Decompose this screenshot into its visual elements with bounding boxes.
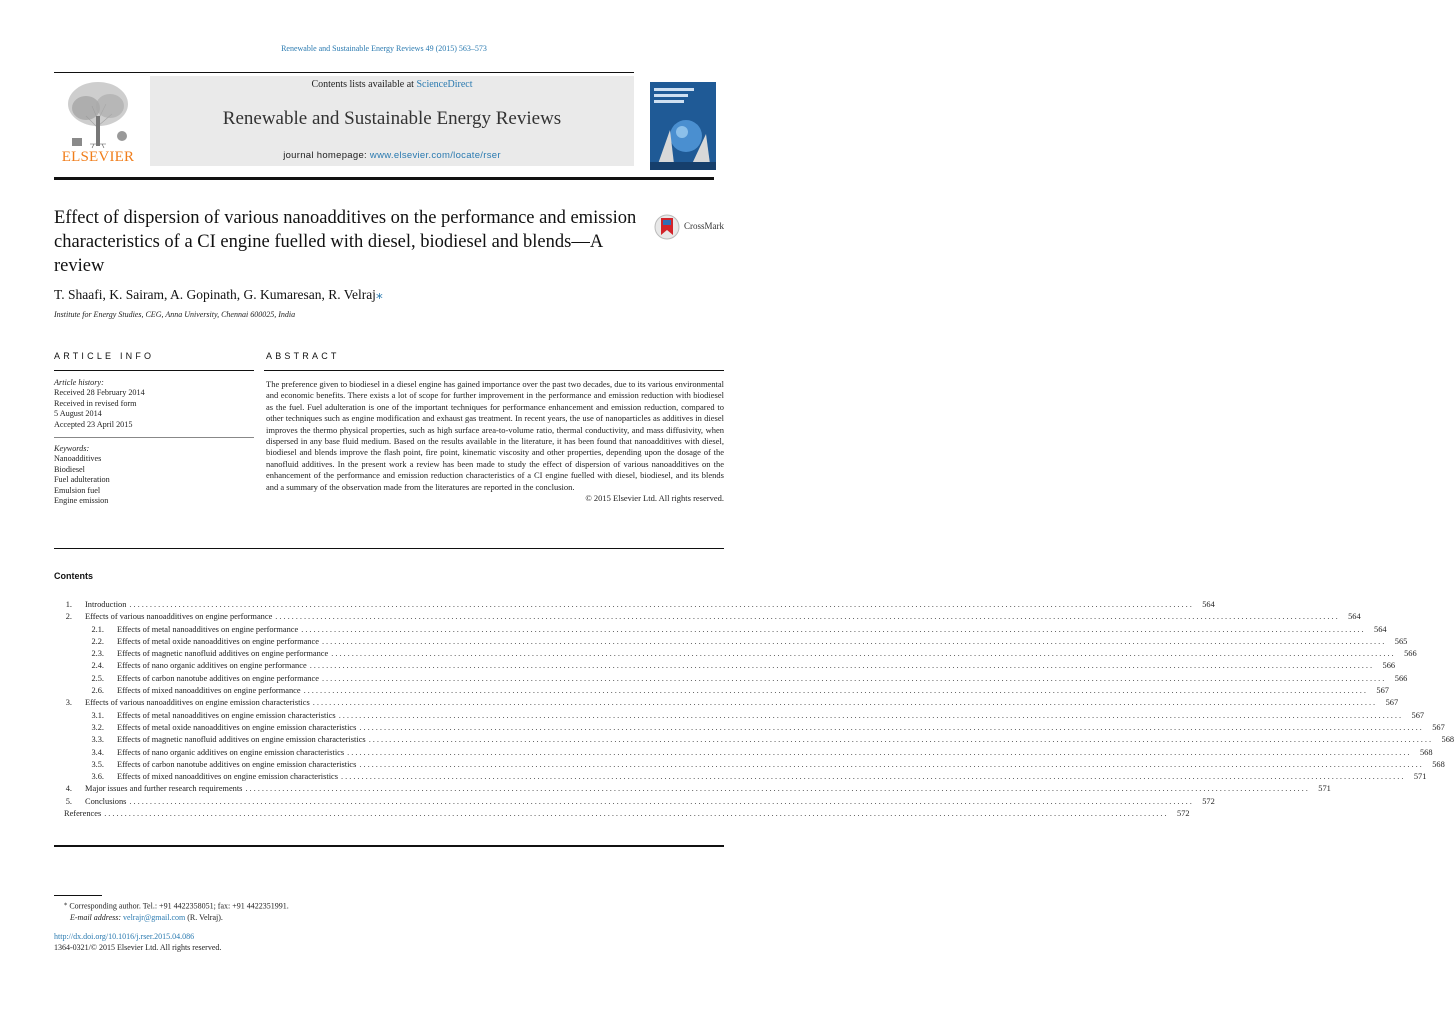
- toc-entry[interactable]: [54, 747, 1433, 759]
- toc-page-number: 564: [1374, 624, 1387, 634]
- journal-cover-thumbnail[interactable]: [650, 74, 716, 170]
- crossmark-label: CrossMark: [684, 221, 724, 231]
- toc-entry[interactable]: [54, 697, 1399, 709]
- homepage-link[interactable]: www.elsevier.com/locate/rser: [369, 150, 501, 161]
- homepage-label: journal homepage:: [283, 150, 370, 161]
- toc-number: 3.1.: [91, 710, 104, 720]
- toc-page-number: 567: [1385, 698, 1399, 708]
- toc-title[interactable]: Effects of carbon nanotube additives on engine performance: [117, 673, 319, 683]
- toc-page-number: 572: [1177, 809, 1190, 819]
- contents-heading: Contents: [54, 571, 93, 581]
- abstract-text: The preference given to biodiesel in a diesel engine has gained importance over the past two decades, due to its various environmental and economic benefits. There exists a lot of scope for further improvement in the performance and emission reduction with biodiesel as the fuel. Fuel adulteration is one of the important techniques for performance enhancement and emission reduction, compared to other techniques such as engine modification and exhaust gas treatment. In recent years, the use of nanoparticles as additives in diesel improves the thermo physical properties, such as high surface area-to-volume ratio, thermal conductivity, and mass diffusivity, when dispersed in any base fluid medium. Based on the results available in the literature, it has been found that nanoadditives with diesel, biodiesel and blends improve the flash point, fire point, kinematic viscosity and other properties, depending upon the dosage of the nanofluid additives. In the present work a review has been made to study the effect of dispersion of various nanoadditives on the enhancement of the performance and emission reduction characteristics of a CI engine fuelled with diesel, biodiesel, and its blends and a summary of the observation made from the literatures are reported in the conclusion.: [266, 379, 724, 492]
- toc-leader-dots: ....................................................................................................................................................................................................................................................................: [321, 636, 1387, 646]
- header-rule: [54, 72, 634, 73]
- toc-title[interactable]: Effects of metal oxide nanoadditives on engine emission characteristics: [117, 722, 357, 732]
- keyword: Engine emission: [54, 496, 109, 506]
- toc-page-number: 568: [1419, 747, 1433, 757]
- toc-entry[interactable]: [54, 648, 1417, 660]
- journal-name: Renewable and Sustainable Energy Reviews: [222, 108, 562, 129]
- toc-leader-dots: ....................................................................................................................................................................................................................................................................: [301, 624, 1366, 634]
- toc-entry[interactable]: [54, 722, 1445, 734]
- toc-entry[interactable]: [54, 710, 1425, 722]
- toc-leader-dots: ....................................................................................................................................................................................................................................................................: [341, 772, 1406, 782]
- revised-label: Received in revised form: [54, 398, 137, 408]
- article-title: Effect of dispersion of various nanoadditives on the performance and emission characteristics of a CI engine fuelled with diesel, biodiesel and blends—A review: [54, 208, 637, 276]
- toc-page-number: 568: [1432, 759, 1445, 769]
- toc-page-number: 571: [1318, 784, 1331, 794]
- table-of-contents: [54, 599, 1454, 820]
- toc-title[interactable]: Conclusions: [85, 796, 127, 806]
- toc-entry[interactable]: [54, 783, 1331, 795]
- contents-prefix: Contents lists available at: [311, 79, 417, 90]
- toc-number: 5.: [65, 796, 72, 806]
- accepted-date: Accepted 23 April 2015: [54, 419, 133, 429]
- keyword: Emulsion fuel: [54, 485, 101, 495]
- toc-number: 1.: [65, 600, 72, 609]
- toc-title[interactable]: Effects of mixed nanoadditives on engine performance: [117, 686, 301, 696]
- toc-number: 2.3.: [91, 649, 104, 659]
- article-info-rule: [54, 370, 254, 371]
- contents-top-rule: [54, 548, 724, 549]
- toc-title[interactable]: Effects of metal oxide nanoadditives on engine performance: [117, 636, 319, 646]
- publisher-wordmark: ELSEVIER: [61, 149, 135, 165]
- keyword: Biodiesel: [54, 464, 85, 474]
- toc-title[interactable]: Effects of magnetic nanofluid additives on engine performance: [117, 649, 329, 659]
- toc-number: 3.6.: [91, 772, 104, 782]
- toc-title[interactable]: Effects of nano organic additives on engine performance: [117, 661, 307, 671]
- toc-page-number: 568: [1441, 735, 1454, 745]
- toc-number: 2.5.: [91, 673, 104, 683]
- toc-title[interactable]: Effects of various nanoadditives on engine performance: [85, 612, 273, 622]
- toc-leader-dots: ....................................................................................................................................................................................................................................................................: [347, 747, 1412, 757]
- toc-leader-dots: ....................................................................................................................................................................................................................................................................: [275, 612, 1340, 622]
- issn-line: 1364-0321/© 2015 Elsevier Ltd. All rights reserved.: [54, 943, 222, 952]
- toc-title[interactable]: Effects of various nanoadditives on engine emission characteristics: [85, 698, 310, 708]
- corresponding-footnote: [64, 898, 289, 923]
- crossmark-badge[interactable]: [654, 212, 754, 244]
- toc-number: 3.5.: [91, 759, 104, 769]
- toc-number: 4.: [65, 784, 72, 794]
- toc-leader-dots: ....................................................................................................................................................................................................................................................................: [331, 649, 1396, 659]
- contents-bottom-rule: [54, 845, 724, 847]
- abstract-rule: [264, 370, 724, 371]
- contents-available-line: [150, 79, 634, 90]
- toc-page-number: 572: [1202, 796, 1215, 806]
- toc-leader-dots: ....................................................................................................................................................................................................................................................................: [359, 759, 1424, 769]
- keyword: Fuel adulteration: [54, 475, 110, 485]
- toc-entry[interactable]: [54, 660, 1396, 672]
- toc-entry[interactable]: [54, 673, 1408, 685]
- article-history-label: Article history:: [54, 378, 104, 387]
- toc-leader-dots: ....................................................................................................................................................................................................................................................................: [129, 796, 1194, 806]
- toc-number: 2.1.: [91, 624, 104, 634]
- corresponding-line: [64, 898, 289, 912]
- toc-number: 3.3.: [91, 735, 104, 745]
- toc-number: 3.: [65, 698, 72, 708]
- toc-leader-dots: ....................................................................................................................................................................................................................................................................: [368, 735, 1434, 745]
- toc-title[interactable]: Effects of nano organic additives on engine emission characteristics: [117, 747, 345, 757]
- abstract-copyright: © 2015 Elsevier Ltd. All rights reserved.: [585, 493, 724, 504]
- toc-number: 3.2.: [91, 722, 104, 732]
- toc-entry[interactable]: [54, 759, 1445, 771]
- toc-page-number: 566: [1382, 661, 1396, 671]
- toc-entry[interactable]: [54, 685, 1389, 697]
- toc-title[interactable]: Effects of metal nanoadditives on engine emission characteristics: [117, 710, 336, 720]
- corresponding-details: Corresponding author. Tel.: +91 4422358051; fax: +91 4422351991.: [67, 901, 289, 911]
- corresponding-author-mark[interactable]: ⁎: [375, 287, 383, 302]
- toc-leader-dots: ....................................................................................................................................................................................................................................................................: [359, 722, 1424, 732]
- toc-leader-dots: ....................................................................................................................................................................................................................................................................: [104, 809, 1169, 819]
- footnote-rule: [54, 895, 102, 896]
- toc-page-number: 566: [1394, 673, 1408, 683]
- email-suffix: (R. Velraj).: [185, 912, 223, 922]
- toc-leader-dots: ....................................................................................................................................................................................................................................................................: [129, 600, 1194, 609]
- toc-title[interactable]: Major issues and further research requirements: [85, 784, 243, 794]
- abstract-heading: ABSTRACT: [266, 351, 340, 361]
- author-affiliation: Institute for Energy Studies, CEG, Anna University, Chennai 600025, India: [54, 310, 296, 319]
- toc-number: 2.6.: [91, 686, 104, 696]
- toc-entry[interactable]: [54, 796, 1215, 808]
- running-head[interactable]: Renewable and Sustainable Energy Reviews 49 (2015) 563–573: [281, 44, 487, 53]
- keywords-label: Keywords:: [54, 444, 90, 454]
- header-bottom-rule: [54, 177, 714, 180]
- toc-entry[interactable]: [54, 734, 1454, 746]
- toc-title[interactable]: Effects of metal nanoadditives on engine performance: [117, 624, 299, 634]
- author-list: [54, 287, 383, 303]
- toc-leader-dots: ....................................................................................................................................................................................................................................................................: [303, 686, 1368, 696]
- toc-number: 2.: [65, 612, 72, 622]
- toc-leader-dots: ....................................................................................................................................................................................................................................................................: [309, 661, 1375, 671]
- article-info-heading: ARTICLE INFO: [54, 351, 155, 361]
- toc-entry[interactable]: [54, 611, 1361, 623]
- email-link[interactable]: velrajr@gmail.com: [123, 912, 186, 922]
- email-label: E-mail address:: [70, 912, 124, 922]
- footnote-mark: ⁎: [64, 900, 68, 907]
- toc-entry[interactable]: [54, 808, 1190, 820]
- toc-page-number: 567: [1432, 722, 1445, 732]
- keyword: Nanoadditives: [54, 454, 102, 464]
- toc-page-number: 571: [1413, 772, 1427, 782]
- article-info-column: [54, 378, 254, 506]
- toc-page-number: 566: [1404, 649, 1417, 659]
- toc-title[interactable]: Effects of magnetic nanofluid additives on engine emission characteristics: [117, 735, 366, 745]
- received-date: Received 28 February 2014: [54, 388, 145, 398]
- toc-entry[interactable]: [54, 624, 1387, 636]
- toc-entry[interactable]: [54, 636, 1408, 648]
- email-line: [64, 912, 289, 923]
- toc-title[interactable]: Effects of mixed nanoadditives on engine emission characteristics: [117, 772, 339, 782]
- abstract-body: [266, 379, 724, 504]
- toc-title[interactable]: Introduction: [85, 600, 127, 609]
- toc-leader-dots: ....................................................................................................................................................................................................................................................................: [321, 673, 1387, 683]
- toc-title[interactable]: Effects of carbon nanotube additives on engine emission characteristics: [117, 759, 357, 769]
- revised-date: 5 August 2014: [54, 409, 102, 419]
- toc-page-number: 564: [1202, 600, 1215, 609]
- doi-block: [54, 931, 221, 953]
- toc-leader-dots: ....................................................................................................................................................................................................................................................................: [338, 710, 1404, 720]
- toc-entry[interactable]: [54, 771, 1427, 783]
- toc-page-number: 565: [1394, 636, 1408, 646]
- toc-page-number: 567: [1411, 710, 1425, 720]
- toc-number: 2.4.: [91, 661, 104, 671]
- toc-number: 3.4.: [91, 747, 104, 757]
- toc-page-number: 564: [1348, 612, 1361, 622]
- toc-number: 2.2.: [91, 636, 104, 646]
- toc-title[interactable]: References: [64, 809, 102, 819]
- crossmark-icon: [654, 212, 680, 242]
- sciencedirect-link[interactable]: ScienceDirect: [416, 79, 473, 90]
- authors-text: T. Shaafi, K. Sairam, A. Gopinath, G. Kumaresan, R. Velraj: [54, 287, 376, 302]
- toc-entry[interactable]: [54, 599, 1215, 611]
- doi-link[interactable]: http://dx.doi.org/10.1016/j.rser.2015.04.086: [54, 932, 195, 941]
- info-divider: [54, 437, 254, 438]
- toc-leader-dots: ....................................................................................................................................................................................................................................................................: [312, 698, 1378, 708]
- journal-homepage-line: [150, 150, 634, 161]
- toc-page-number: 567: [1376, 686, 1389, 696]
- toc-leader-dots: ....................................................................................................................................................................................................................................................................: [245, 784, 1310, 794]
